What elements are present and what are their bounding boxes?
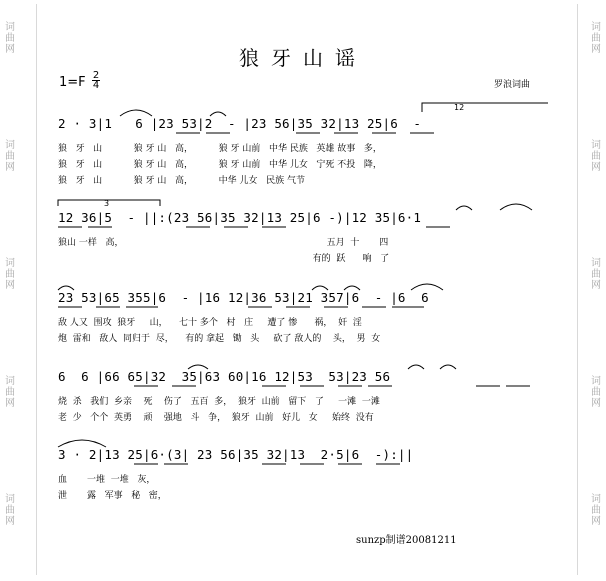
watermark-left-4: 词曲网 — [5, 376, 15, 409]
watermark-right-2: 词曲网 — [591, 140, 601, 173]
lyric-line-4-2: 老 少 个个 英勇 顽 强地 斗 争， 狼牙 山前 好儿 女 始终 没有 — [58, 413, 374, 423]
lyric-line-5-2: 泄 露 军事 秘 密， — [58, 491, 167, 501]
watermark-right-3: 词曲网 — [591, 258, 601, 291]
music-line-4: 6 6 |66 65|32 35|63 60|16 12|53 53|23 56 — [58, 369, 391, 384]
watermark-right-5: 词曲网 — [591, 494, 601, 527]
time-signature-bottom: 4 — [92, 80, 100, 91]
volta-label-2: 3 — [104, 199, 110, 208]
music-line-3: 23 53|65 355|6 - |16 12|36 53|21 357|6 - |6 6 — [58, 290, 429, 305]
music-line-5: 3 · 2|13 25|6·(3| 23 56|35 32|13 2·5|6 -):|| — [58, 447, 414, 462]
watermark-left-3: 词曲网 — [5, 258, 15, 291]
watermark-left-2: 词曲网 — [5, 140, 15, 173]
lyric-line-3-1: 敌 人又 围攻 狼牙 山， 七十 多个 村 庄 遭了 惨 祸， 奸 淫 — [58, 318, 362, 328]
watermark-left-1: 词曲网 — [5, 22, 15, 55]
lyric-line-1-3: 狼 牙 山 狼 牙 山 高， 中华 儿女 民族 气节 — [58, 176, 305, 186]
watermark-right-4: 词曲网 — [591, 376, 601, 409]
composer-credit: 罗浪词曲 — [494, 80, 531, 90]
lyric-line-4-1: 烧 杀 我们 乡亲 死 伤了 五百 多， 狼牙 山前 留下 了 一滩 一滩 — [58, 397, 380, 407]
music-line-2: 12 36|5 - ||:(23 56|35 32|13 25|6 -)|12 35|6·1 — [58, 210, 422, 225]
lyric-line-2-1: 狼山 一样 高， 五月 十 四 — [58, 238, 389, 248]
time-signature — [92, 71, 100, 90]
watermark-left-5: 词曲网 — [5, 494, 15, 527]
lyric-line-2-2: 有的 跃 响 了 — [58, 254, 390, 264]
lyric-line-1-1: 狼 牙 山 狼 牙 山 高， 狼 牙 山前 中华 民族 英雄 故事 多， — [58, 144, 382, 154]
lyric-line-1-2: 狼 牙 山 狼 牙 山 高， 狼 牙 山前 中华 儿女 宁死 不投 降， — [58, 160, 382, 170]
key-signature: 1=F — [59, 75, 86, 90]
time-signature-top: 2 — [92, 70, 100, 81]
lyric-line-3-2: 炮 雷和 敌人 同归于 尽， 有的 拿起 锄 头 砍了 敌人的 头， 男 女 — [58, 334, 381, 344]
transcriber-note: sunzp制谱20081211 — [356, 535, 457, 546]
song-title: 狼牙山谣 — [239, 46, 367, 70]
lyric-line-5-1: 血 一堆 一堆 灰， — [58, 475, 156, 485]
volta-label-1: 12 — [454, 103, 465, 112]
watermark-right-1: 词曲网 — [591, 22, 601, 55]
music-line-1: 2 · 3|1 6 |23 53|2 - |23 56|35 32|13 25|6 - — [58, 116, 422, 131]
